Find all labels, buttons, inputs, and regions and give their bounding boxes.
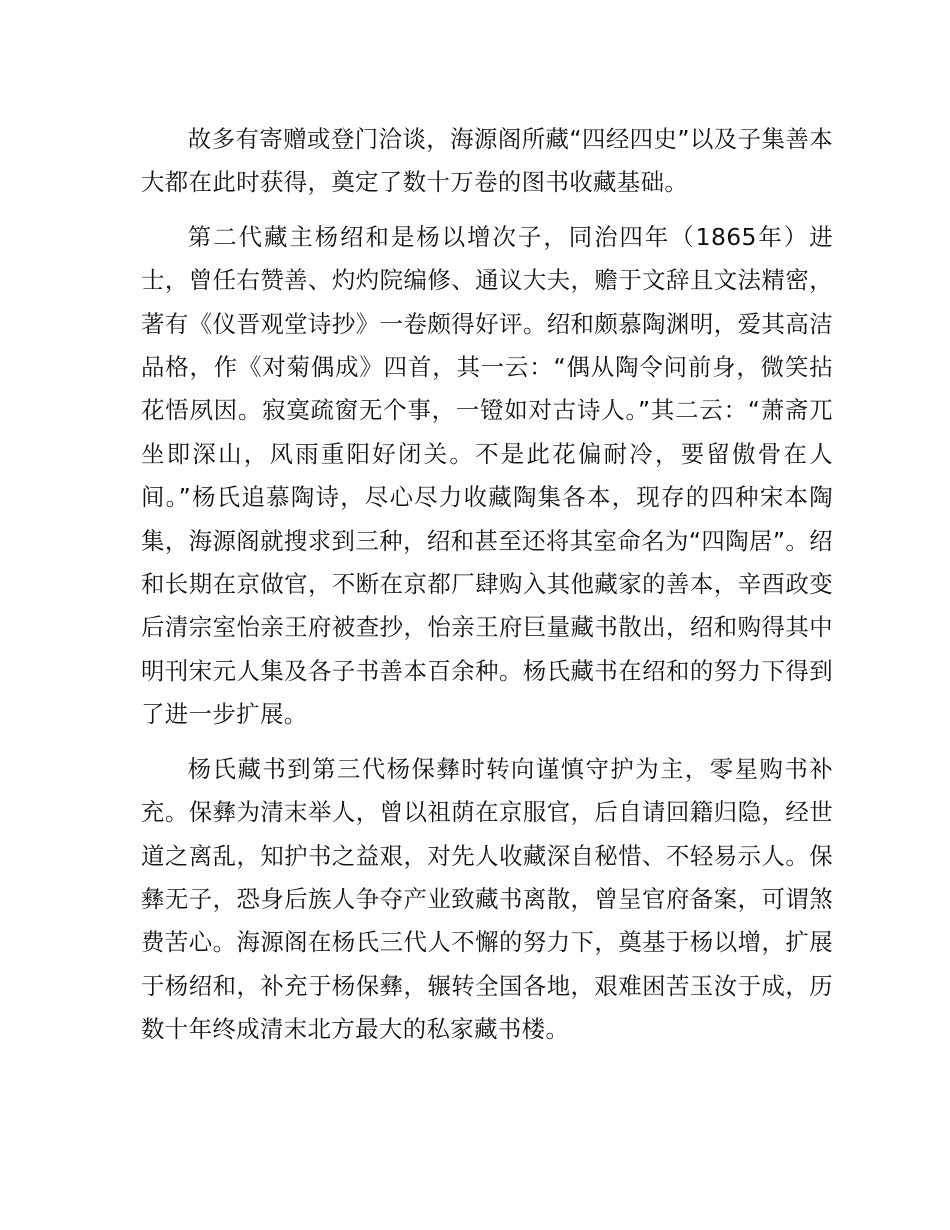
document-page <box>141 118 833 1063</box>
paragraph-2: 第二代藏主杨绍和是杨以增次子，同治四年（1865年）进士，曾任右赞善、灼灼院编修、通议大夫，赡于文辞且文法精密，著有《仪晋观堂诗抄》一卷颇得好评。绍和颇慕陶渊明，爱其高洁品格，作《对菊偶成》四首，其一云：“偶从陶令问前身，微笑拈花悟夙因。寂寞疏窗无个事，一镫如对古诗人。”其二云：“萧斋兀坐即深山，风雨重阳好闭关。不是此花偏耐冷，要留傲骨在人间。”杨氏追慕陶诗，尽心尽力收藏陶集各本，现存的四种宋本陶集，海源阁就搜求到三种，绍和甚至还将其室命名为“四陶居”。绍和长期在京做官，不断在京都厂肆购入其他藏家的善本，辛酉政变后清宗室怡亲王府被查抄，怡亲王府巨量藏书散出，绍和购得其中明刊宋元人集及各子书善本百余种。杨氏藏书在绍和的努力下得到了进一步扩展。 <box>141 222 833 729</box>
paragraph-1: 故多有寄赠或登门洽谈，海源阁所藏“四经四史”以及子集善本大都在此时获得，奠定了数十万卷的图书收藏基础。 <box>141 125 833 197</box>
paragraph-3: 杨氏藏书到第三代杨保彝时转向谨慎守护为主，零星购书补充。保彝为清末举人，曾以祖荫在京服官，后自请回籍归隐，经世道之离乱，知护书之益艰，对先人收藏深自秘惜、不轻易示人。保彝无子，恐身后族人争夺产业致藏书离散，曾呈官府备案，可谓煞费苦心。海源阁在杨氏三代人不懈的努力下，奠基于杨以增，扩展于杨绍和，补充于杨保彝，辗转全国各地，艰难困苦玉汝于成，历数十年终成清末北方最大的私家藏书楼。 <box>141 754 833 1044</box>
